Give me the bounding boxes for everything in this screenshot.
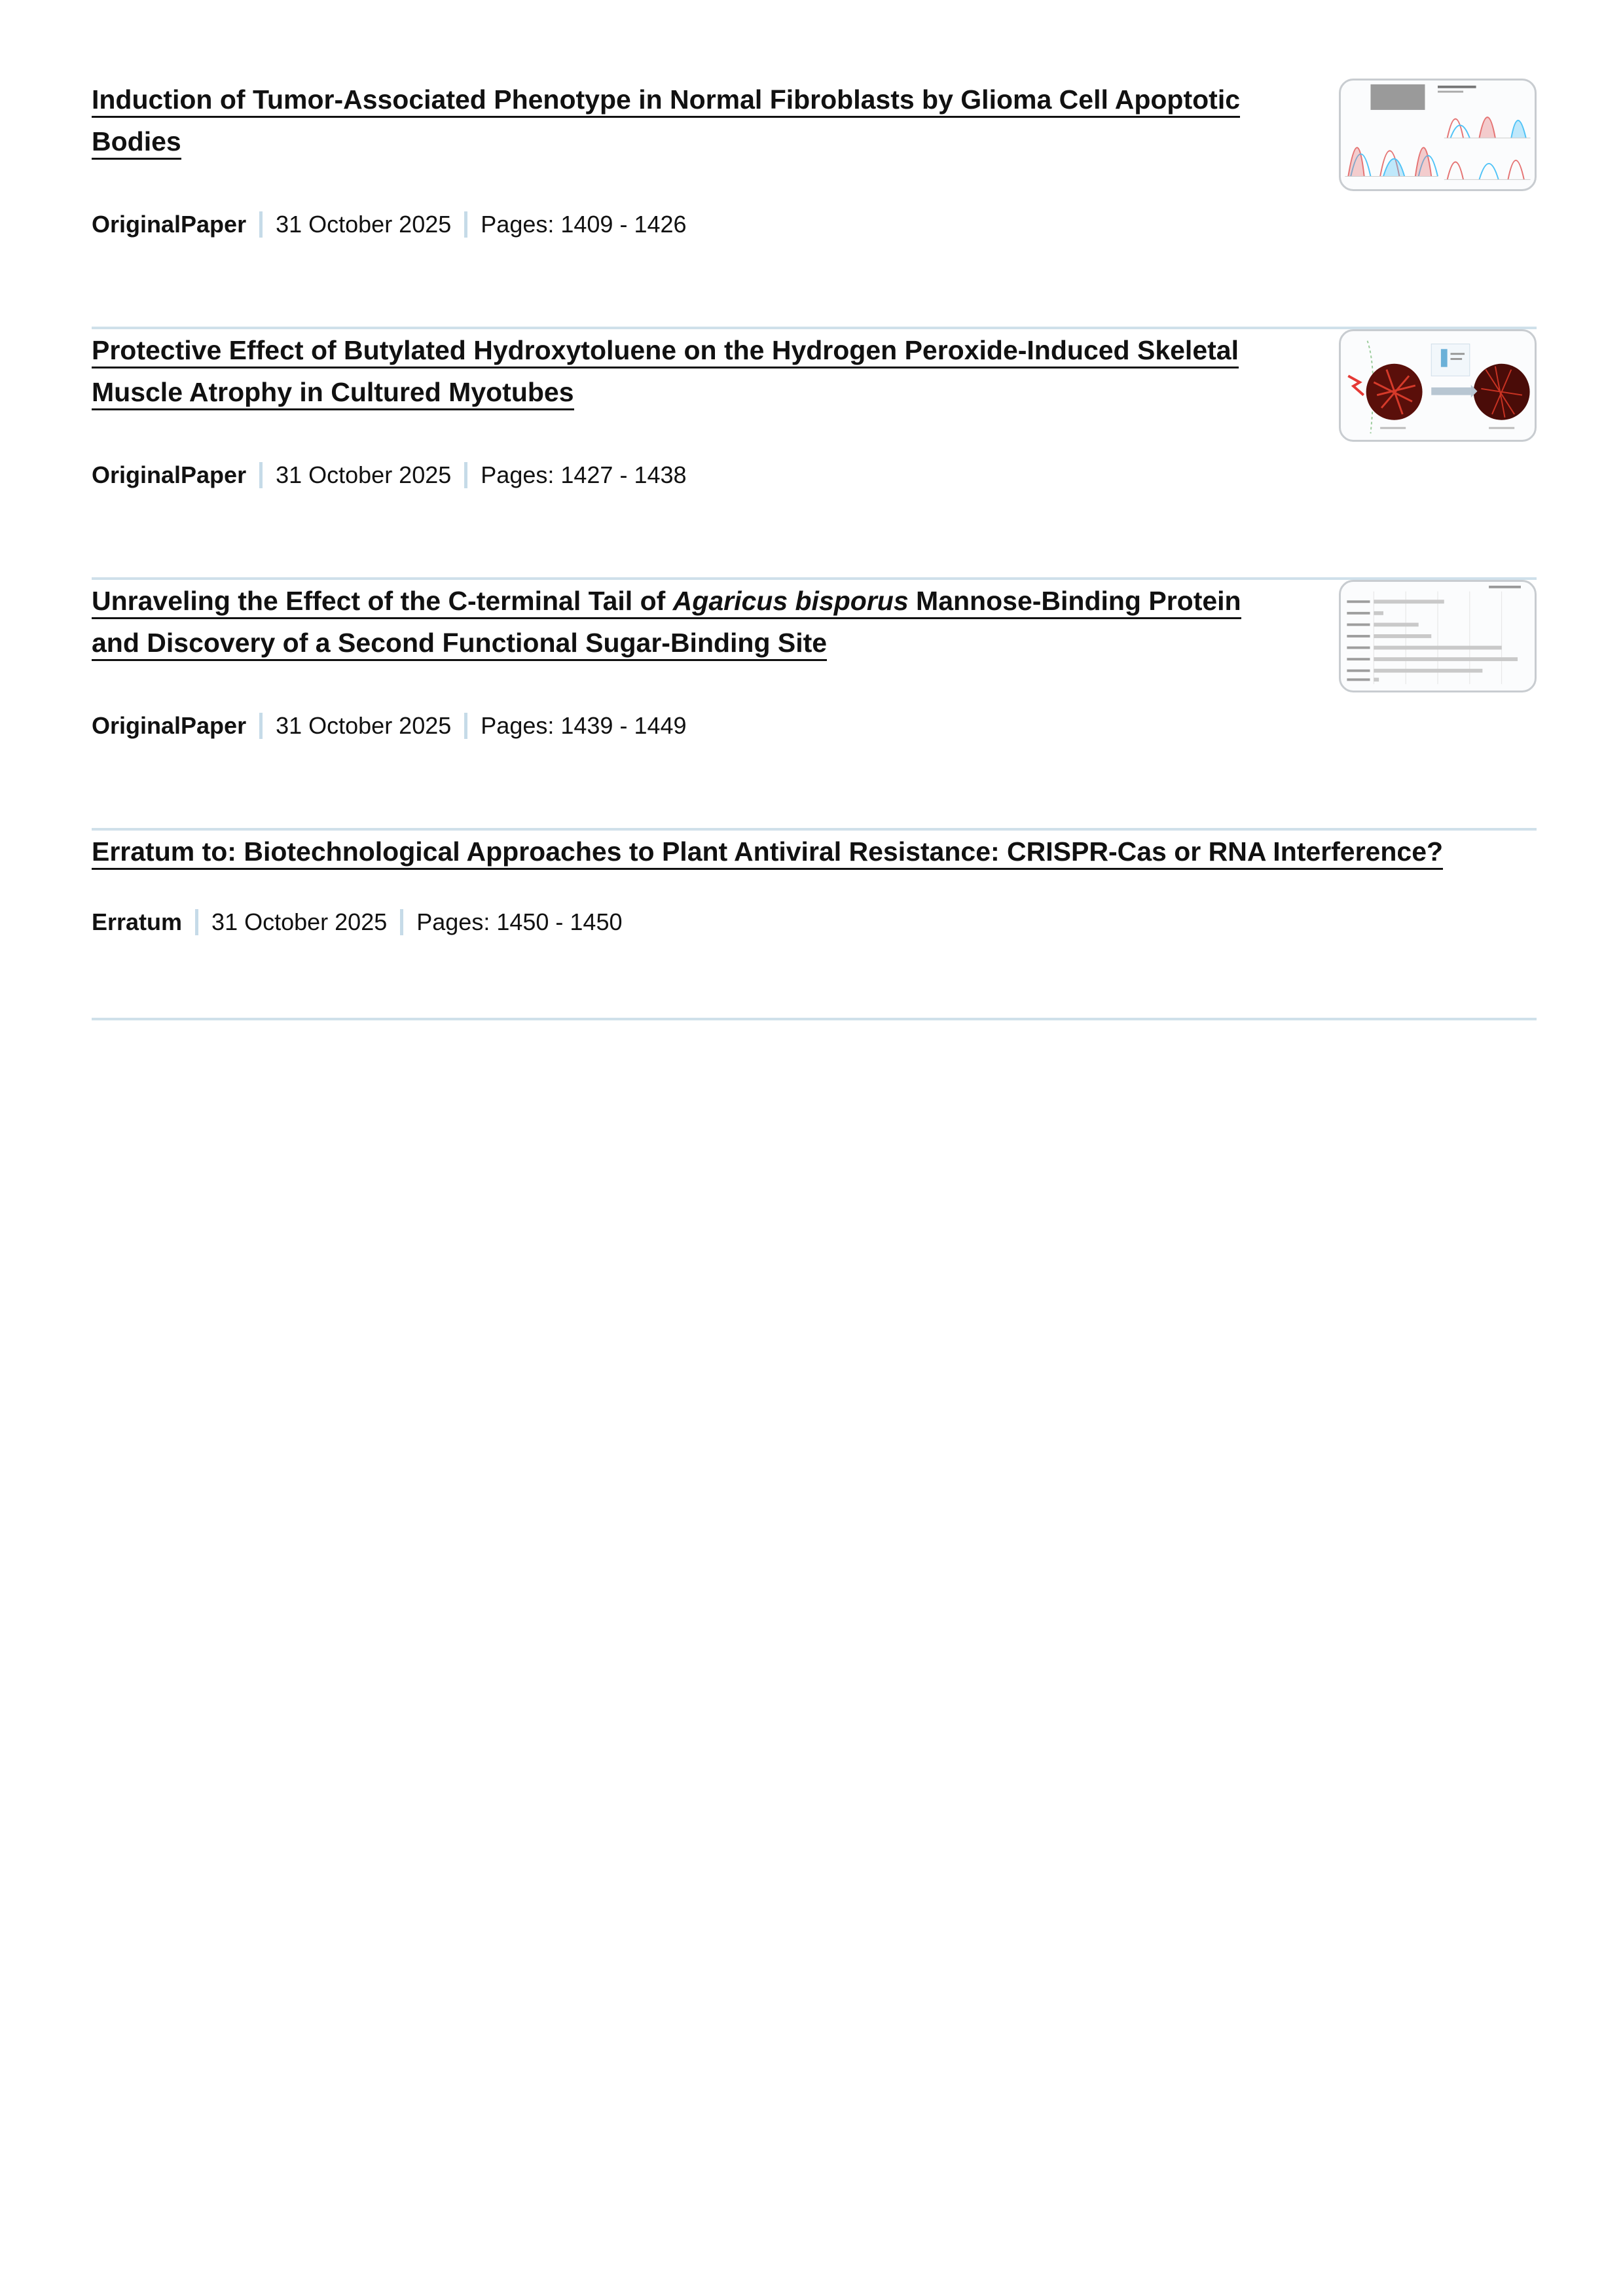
article-type: OriginalPaper [92,461,247,488]
meta-divider [195,909,198,935]
article-title-link[interactable] [92,329,1296,413]
article-meta [92,711,687,741]
article-date: 31 October 2025 [276,712,452,739]
meta-divider [464,462,467,488]
myotube-micrograph-figure [1341,331,1535,440]
meta-divider [259,462,263,488]
title-segment: Mannose-Binding Protein [909,586,1241,619]
title-segment: Erratum to: Biotechnological Approaches to Plant Antiviral Resistance: CRISPR-Cas or RNA Interference? [92,836,1443,870]
article-thumbnail[interactable] [1339,329,1537,442]
article-title-link[interactable] [92,580,1296,664]
article-thumbnail[interactable] [1339,580,1537,692]
article-meta [92,460,687,490]
meta-divider [400,909,403,935]
meta-divider [259,713,263,739]
article-item [92,329,1537,580]
article-thumbnail[interactable] [1339,79,1537,191]
article-type: Erratum [92,908,183,935]
article-type: OriginalPaper [92,712,247,739]
article-pages: Pages: 1427 - 1438 [481,461,687,488]
article-pages: Pages: 1450 - 1450 [416,908,623,935]
histogram-panels-figure [1341,81,1535,189]
title-segment: Muscle Atrophy in Cultured Myotubes [92,377,574,410]
meta-divider [464,211,467,238]
horizontal-bar-chart-figure [1341,582,1535,691]
article-date: 31 October 2025 [276,461,452,488]
article-title-link[interactable] [92,831,1537,872]
title-segment: and Discovery of a Second Functional Sugar-Binding Site [92,628,827,661]
article-pages: Pages: 1409 - 1426 [481,211,687,238]
article-meta [92,209,687,240]
article-type: OriginalPaper [92,211,247,238]
article-list [92,79,1537,1020]
article-date: 31 October 2025 [211,908,388,935]
title-segment-italic: Agaricus bisporus [673,586,909,619]
meta-divider [464,713,467,739]
title-segment: Induction of Tumor-Associated Phenotype in Normal Fibroblasts by Glioma Cell Apoptotic [92,84,1240,118]
article-date: 31 October 2025 [276,211,452,238]
title-segment: Bodies [92,126,181,160]
article-meta [92,907,623,937]
article-pages: Pages: 1439 - 1449 [481,712,687,739]
article-title-link[interactable] [92,79,1296,162]
article-item [92,79,1537,329]
meta-divider [259,211,263,238]
title-segment: Protective Effect of Butylated Hydroxytoluene on the Hydrogen Peroxide-Induced Skeletal [92,335,1239,368]
article-item [92,831,1537,1020]
article-item [92,580,1537,831]
title-segment: Unraveling the Effect of the C-terminal Tail of [92,586,673,619]
